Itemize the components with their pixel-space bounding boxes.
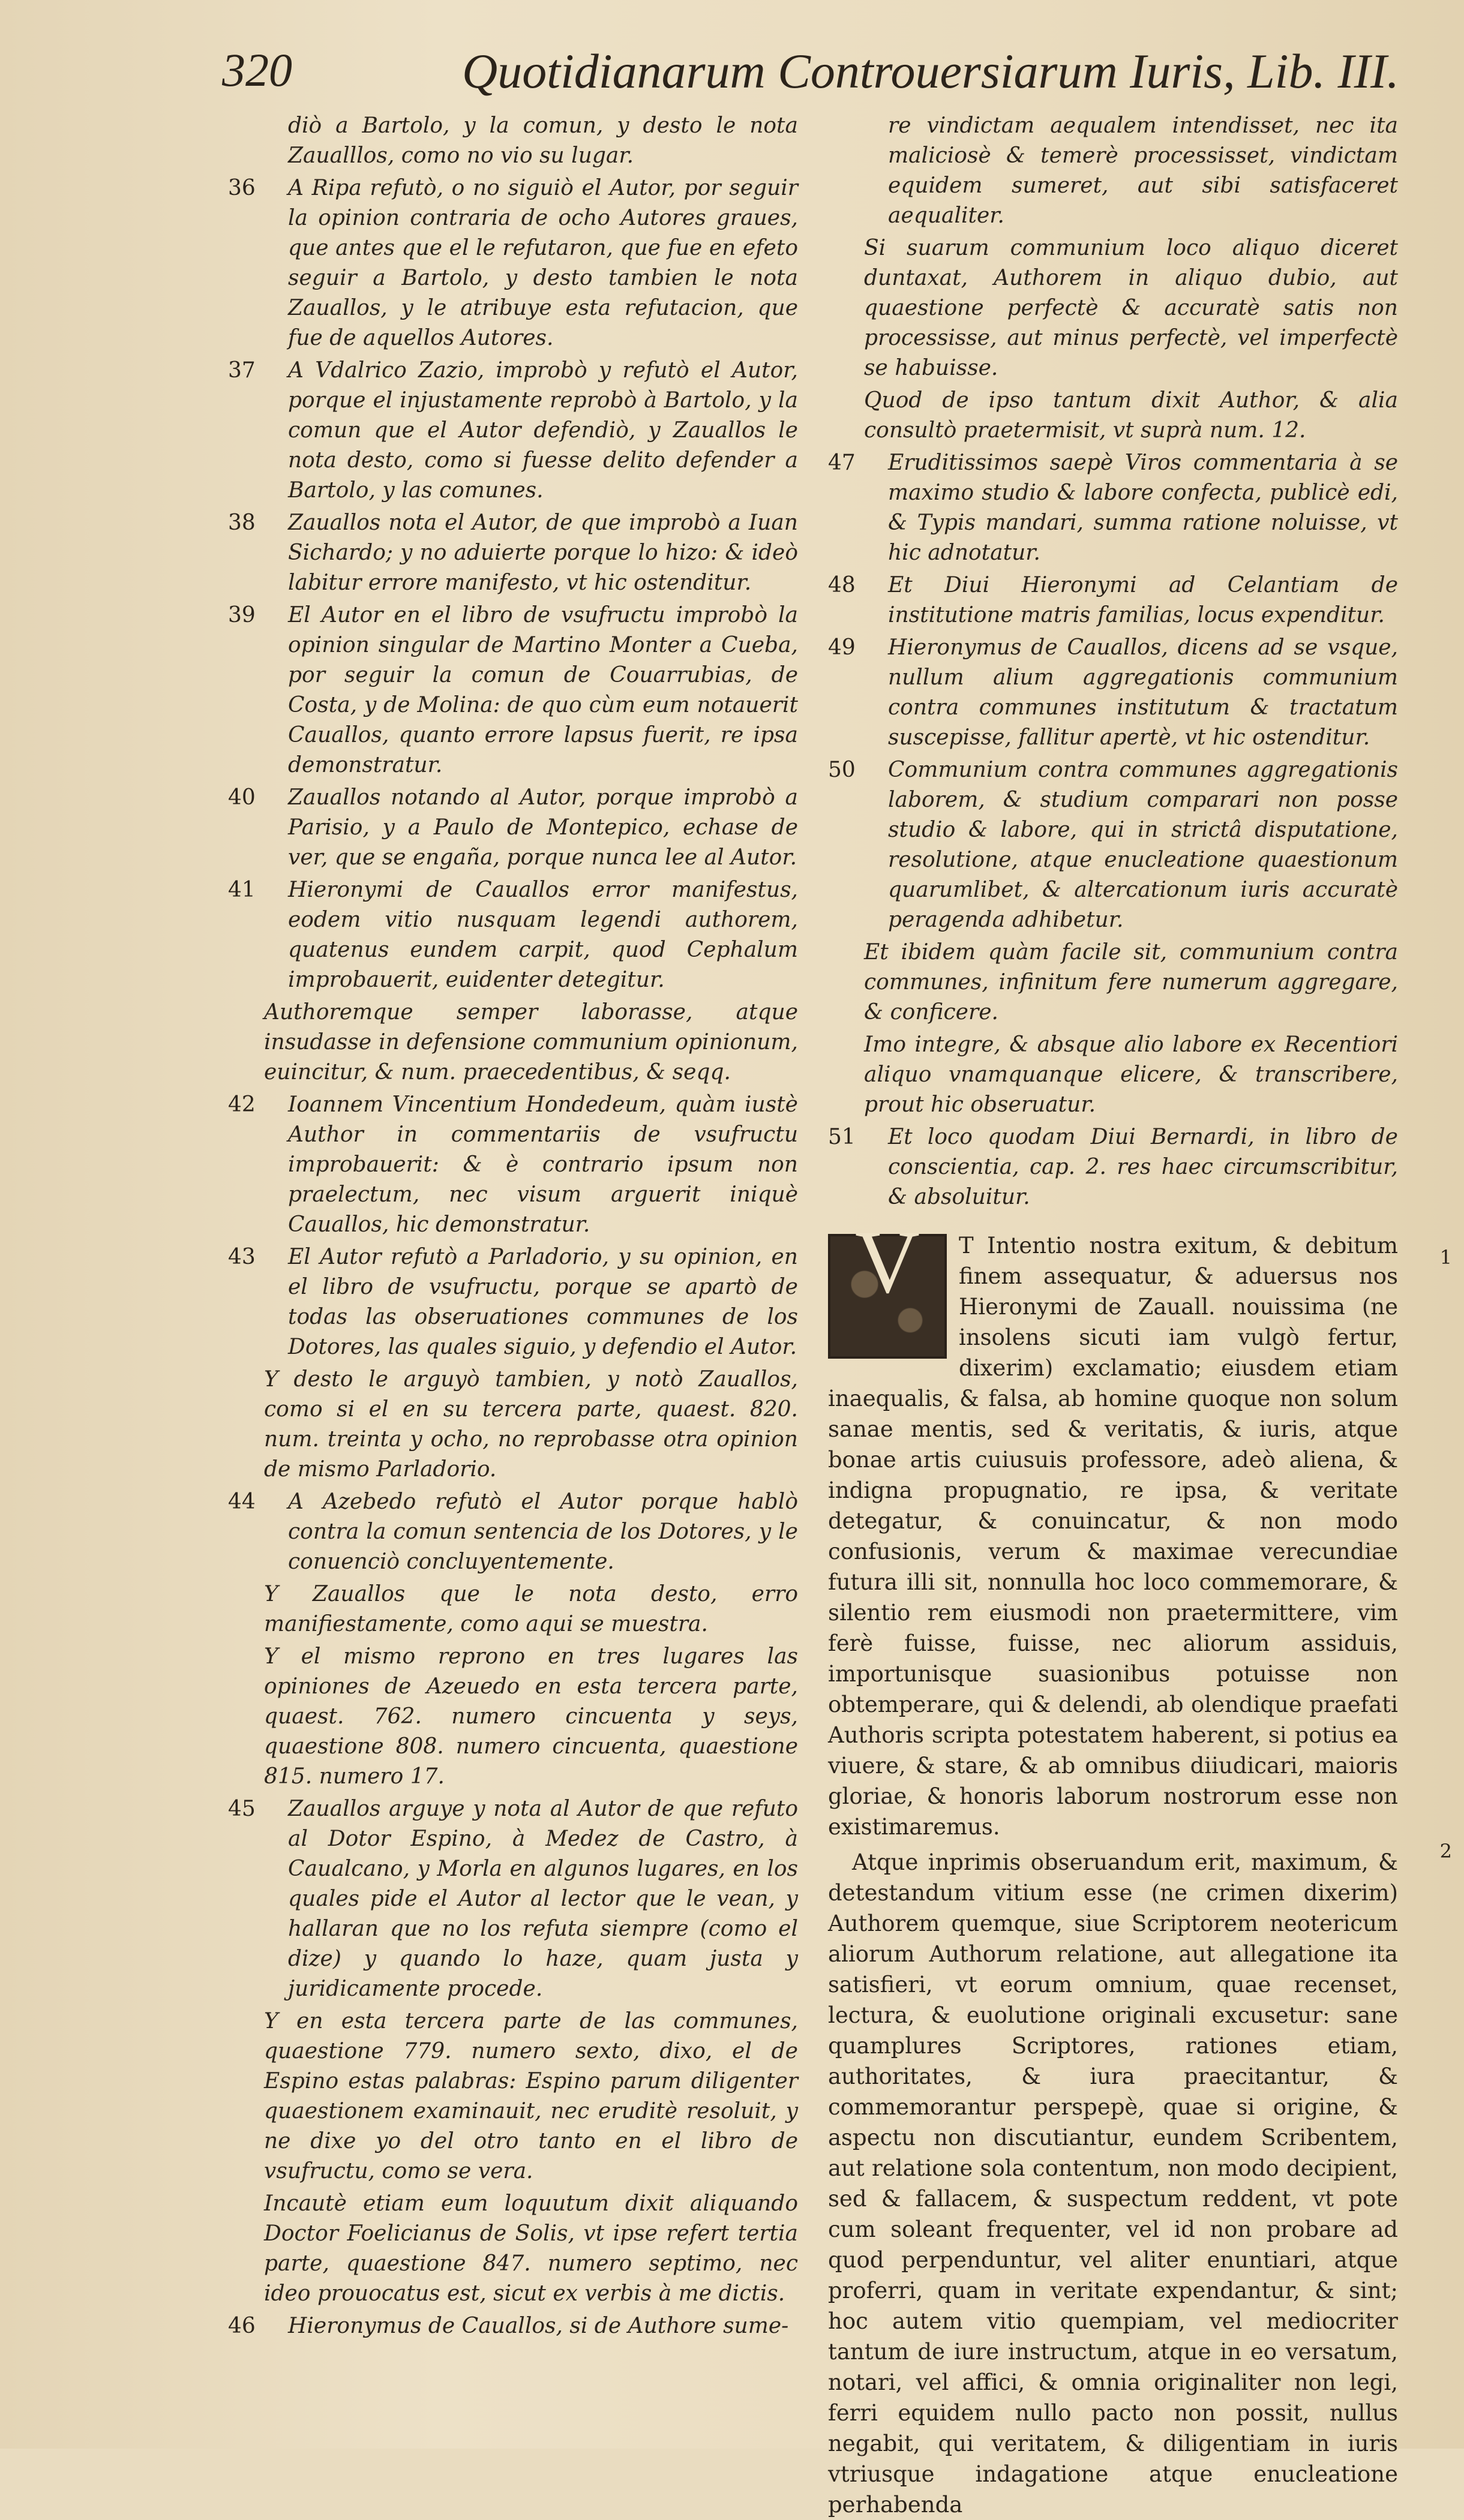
note-text: Zauallos arguye y nota al Autor de que refuto al Dotor Espino, à Medez de Castro, à Caualcano, y Morla en algunos lugares, en los quales pide el Autor al lector que le vean, y hallaran que no los refuta siempre (como el dize) y quando lo haze, quam justa y juridicamente procede. [288, 1797, 798, 2001]
marginal-note [228, 508, 798, 598]
right-notes [828, 111, 1398, 1212]
note-number: 41 [228, 878, 256, 902]
marginal-note [228, 1794, 798, 2004]
note-text: Et loco quodam Diui Bernardi, in libro de conscientia, cap. 2. res haec circumscribitur, & absoluitur. [888, 1125, 1398, 1209]
note-text: Hieronymus de Cauallos, si de Authore sume- [288, 2314, 789, 2338]
marginal-note [828, 386, 1398, 446]
note-text: Si suarum communium loco aliquo diceret duntaxat, Authorem in aliquo dubio, aut quaestione perfectè & accuratè satis non processisse, aut minus perfectè, vel imperfectè se habuisse. [864, 236, 1398, 380]
marginal-note [228, 1579, 798, 1639]
note-number: 43 [228, 1245, 256, 1269]
note-text: A Azebedo refutò el Autor porque hablò contra la comun sentencia de los Dotores, y le conuenciò concluyentemente. [288, 1489, 798, 1574]
marginal-note [228, 1365, 798, 1485]
note-text: Y en esta tercera parte de las communes, quaestione 779. numero sexto, dixo, el de Espino estas palabras: Espino parum diligenter quaestionem examinauit, nec eruditè resoluit, y ne dixe yo del otro tanto en el libro de vsufructu, como se vera. [264, 2009, 798, 2183]
note-number: 38 [228, 510, 256, 535]
note-number: 46 [228, 2314, 256, 2338]
marginal-note [228, 2189, 798, 2309]
note-number: 49 [828, 635, 856, 660]
note-number: 39 [228, 603, 256, 627]
marginal-note [828, 633, 1398, 753]
main-paragraph-1: T Intentio nostra exitum, & debitum finem assequatur, & aduersus nos Hieronymi de Zauall. nouissima (ne insolens sicuti iam vulgò fertur, dixerim) exclamatio; eiusdem etiam inaequalis, & falsa, ab homine quoque non solum sanae mentis, sed & veritatis, & iuris, atque bonae artis cuiusuis professore, adeò aliena, & indigna propugnatio, re ipsa, & veritate detegatur, & conuincatur, & non modo confusionis, verum & maximae verecundiae futura illi sit, nonnulla hoc loco commemorare, & silentio rem eiusmodi non praetermittere, vim ferè fuisse, fuisse, nec aliorum assiduis, importunisque suasionibus potuisse non obtemperare, qui & delendi, ab olendique praefati Authoris scripta potestatem haberent, si potius ea viuere, & stare, & ab omnibus diiudicari, maioris gloriae, & honoris laborum nostrorum esse non existimaremus. [828, 1233, 1398, 1840]
note-text: Hieronymus de Cauallos, dicens ad se vsque, nullum alium aggregationis communium contra communes institutum & tractatum suscepisse, fallitur apertè, vt hic ostenditur. [888, 635, 1398, 750]
note-number: 50 [828, 758, 856, 782]
note-text: Y desto le arguyò tambien, y notò Zauallos, como si el en su tercera parte, quaest. 820. num. treinta y ocho, no reprobasse otra opinion de mismo Parladorio. [264, 1367, 798, 1482]
marginal-note [228, 1642, 798, 1792]
marginal-note [228, 1242, 798, 1362]
note-text: A Ripa refutò, o no siguiò el Autor, por seguir la opinion contraria de ocho Autores graues, que antes que el le refutaron, que fue en efeto seguir a Bartolo, y desto tambien le nota Zauallos, y le atribuye esta refutacion, que fue de aquellos Autores. [288, 176, 798, 350]
note-text: A Vdalrico Zazio, improbò y refutò el Autor, porque el injustamente reprobò à Bartolo, y la comun que el Autor defendiò, y Zauallos le nota desto, como si fuesse delito defender a Bartolo, y las comunes. [288, 358, 798, 503]
note-text: re vindictam aequalem intendisset, nec ita maliciosè & temerè processisset, vindictam equidem sumeret, aut sibi satisfaceret aequaliter. [888, 113, 1398, 228]
marginal-note [828, 570, 1398, 630]
page-header [222, 37, 1399, 103]
note-number: 47 [828, 450, 856, 475]
marginal-note [228, 2311, 798, 2341]
note-text: Authoremque semper laborasse, atque insudasse in defensione communium opinionum, euincitur, & num. praecedentibus, & seqq. [264, 1000, 798, 1085]
marginal-note [228, 998, 798, 1088]
marginal-note [228, 1487, 798, 1577]
note-text: Et Diui Hieronymi ad Celantiam de institutione matris familias, locus expenditur. [888, 573, 1398, 627]
note-text: Y el mismo reprono en tres lugares las opiniones de Azeuedo en esta tercera parte, quaest. 762. numero cincuenta y seys, quaestione 808. numero cincuenta, quaestione 815. numero 17. [264, 1644, 798, 1789]
marginal-note [828, 448, 1398, 568]
note-number: 36 [228, 176, 256, 200]
note-text: El Autor en el libro de vsufructu improbò la opinion singular de Martino Monter a Cueba, por seguir la comun de Couarrubias, de Costa, y de Molina: de quo cùm eum notauerit Cauallos, quanto errore lapsus fuerit, re ipsa demonstratur. [288, 603, 798, 777]
note-number: 42 [228, 1092, 256, 1117]
marginal-note [228, 875, 798, 995]
marginal-note [828, 233, 1398, 383]
running-title: Quotidianarum Controuersiarum Iuris, Lib. III. [462, 44, 1399, 98]
note-number: 51 [828, 1125, 856, 1149]
marginal-note [828, 111, 1398, 231]
marginal-note [228, 783, 798, 873]
note-text: Quod de ipso tantum dixit Author, & alia consultò praetermisit, vt suprà num. 12. [864, 388, 1398, 443]
decorated-initial [828, 1212, 947, 1359]
marginal-note [828, 1122, 1398, 1212]
left-column [228, 111, 798, 2426]
note-text: El Autor refutò a Parladorio, y su opinion, en el libro de vsufructu, porque se apartò de todas las obseruationes communes de los Dotores, las quales siguio, y defendio el Autor. [288, 1245, 798, 1359]
note-text: Eruditissimos saepè Viros commentaria à se maximo studio & labore confecta, publicè edi, & Typis mandari, summa ratione noluisse, vt hic adnotatur. [888, 450, 1398, 565]
note-text: Hieronymi de Cauallos error manifestus, eodem vitio nusquam legendi authorem, quatenus eundem carpit, quod Cephalum improbauerit, euidenter detegitur. [288, 878, 798, 992]
note-number: 37 [228, 358, 256, 383]
note-number: 45 [228, 1797, 256, 1821]
margin-number-1: 1 [1439, 1246, 1452, 1269]
note-text: Et ibidem quàm facile sit, communium contra communes, infinitum fere numerum aggregare, & conficere. [864, 940, 1398, 1025]
marginal-note [828, 755, 1398, 935]
main-paragraph-2: Atque inprimis obseruandum erit, maximum, & detestandum vitium esse (ne crimen dixerim) Authorem quemque, siue Scriptorem neotericum aliorum Authorum relatione, aut allegatione ita satisfieri, vt eorum omnium, quae recenset, lectura, & euolutione originali excusetur: sane quamplures Scriptores, rationes etiam, authoritates, & iura praecitantur, & commemorantur perspepè, quae si origine, & aspectu non discutiantur, eundem Scribentem, aut relatione sola contentum, non modo decipient, sed & fallacem, & suspectum reddent, vt pote cum soleant frequenter, vel id non probare ad quod perpenduntur, vel aliter enuntiari, atque proferri, quam in veritate expendantur, & sint; hoc autem vitio quempiam, vel mediocriter tantum de iure instructum, atque in eo versatum, notari, vel affici, & omnia originaliter non legi, ferri equidem nullo pacto non possit, nullus negabit, qui veritatem, & diligentiam in iuris vtriusque indagatione atque enucleatione perhabenda [828, 1849, 1398, 2518]
marginal-note [228, 356, 798, 506]
note-number: 44 [228, 1489, 256, 1514]
note-text: Incautè etiam eum loquutum dixit aliquando Doctor Foelicianus de Solis, vt ipse refert tertia parte, quaestione 847. numero septimo, nec ideo prouocatus est, sicut ex verbis à me dictis. [264, 2191, 798, 2306]
note-text: Zauallos nota el Autor, de que improbò a Iuan Sichardo; y no aduierte porque lo hizo: & ideò labitur errore manifesto, vt hic ostenditur. [288, 510, 798, 595]
note-text: Communium contra communes aggregationis laborem, & studium comparari non posse studio & labore, qui in strictâ disputatione, resolutione, atque enucleatione quaestionum quarumlibet, & altercationum iuris accuratè peragenda adhibetur. [888, 758, 1398, 932]
marginal-note [228, 173, 798, 353]
note-text: diò a Bartolo, y la comun, y desto le nota Zaualllos, como no vio su lugar. [288, 113, 798, 168]
marginal-note [228, 1090, 798, 1240]
note-number: 40 [228, 785, 256, 810]
note-text: Zauallos notando al Autor, porque improbò a Parisio, y a Paulo de Montepico, echase de ver, que se engaña, porque nunca lee al Autor. [288, 785, 798, 870]
marginal-note [228, 111, 798, 171]
right-column [828, 111, 1452, 2518]
marginal-note [228, 600, 798, 780]
margin-number-2: 2 [1439, 1840, 1452, 1863]
page-number: 320 [222, 44, 292, 96]
note-text: Imo integre, & absque alio labore ex Recentiori aliquo vnamquanque elicere, & transcribere, prout hic obseruatur. [864, 1032, 1398, 1117]
dropcap-letter: V [854, 1212, 920, 1312]
marginal-note [828, 938, 1398, 1028]
marginal-note [228, 2007, 798, 2186]
note-number: 48 [828, 573, 856, 597]
main-text [828, 1212, 1452, 2520]
note-text: Y Zauallos que le nota desto, erro manifiestamente, como aqui se muestra. [264, 1582, 798, 1636]
note-text: Ioannem Vincentium Hondedeum, quàm iustè Author in commentariis de vsufructu improbauerit: & è contrario ipsum non praelectum, nec visum arguerit iniquè Cauallos, hic demonstratur. [288, 1092, 798, 1237]
marginal-note [828, 1030, 1398, 1120]
